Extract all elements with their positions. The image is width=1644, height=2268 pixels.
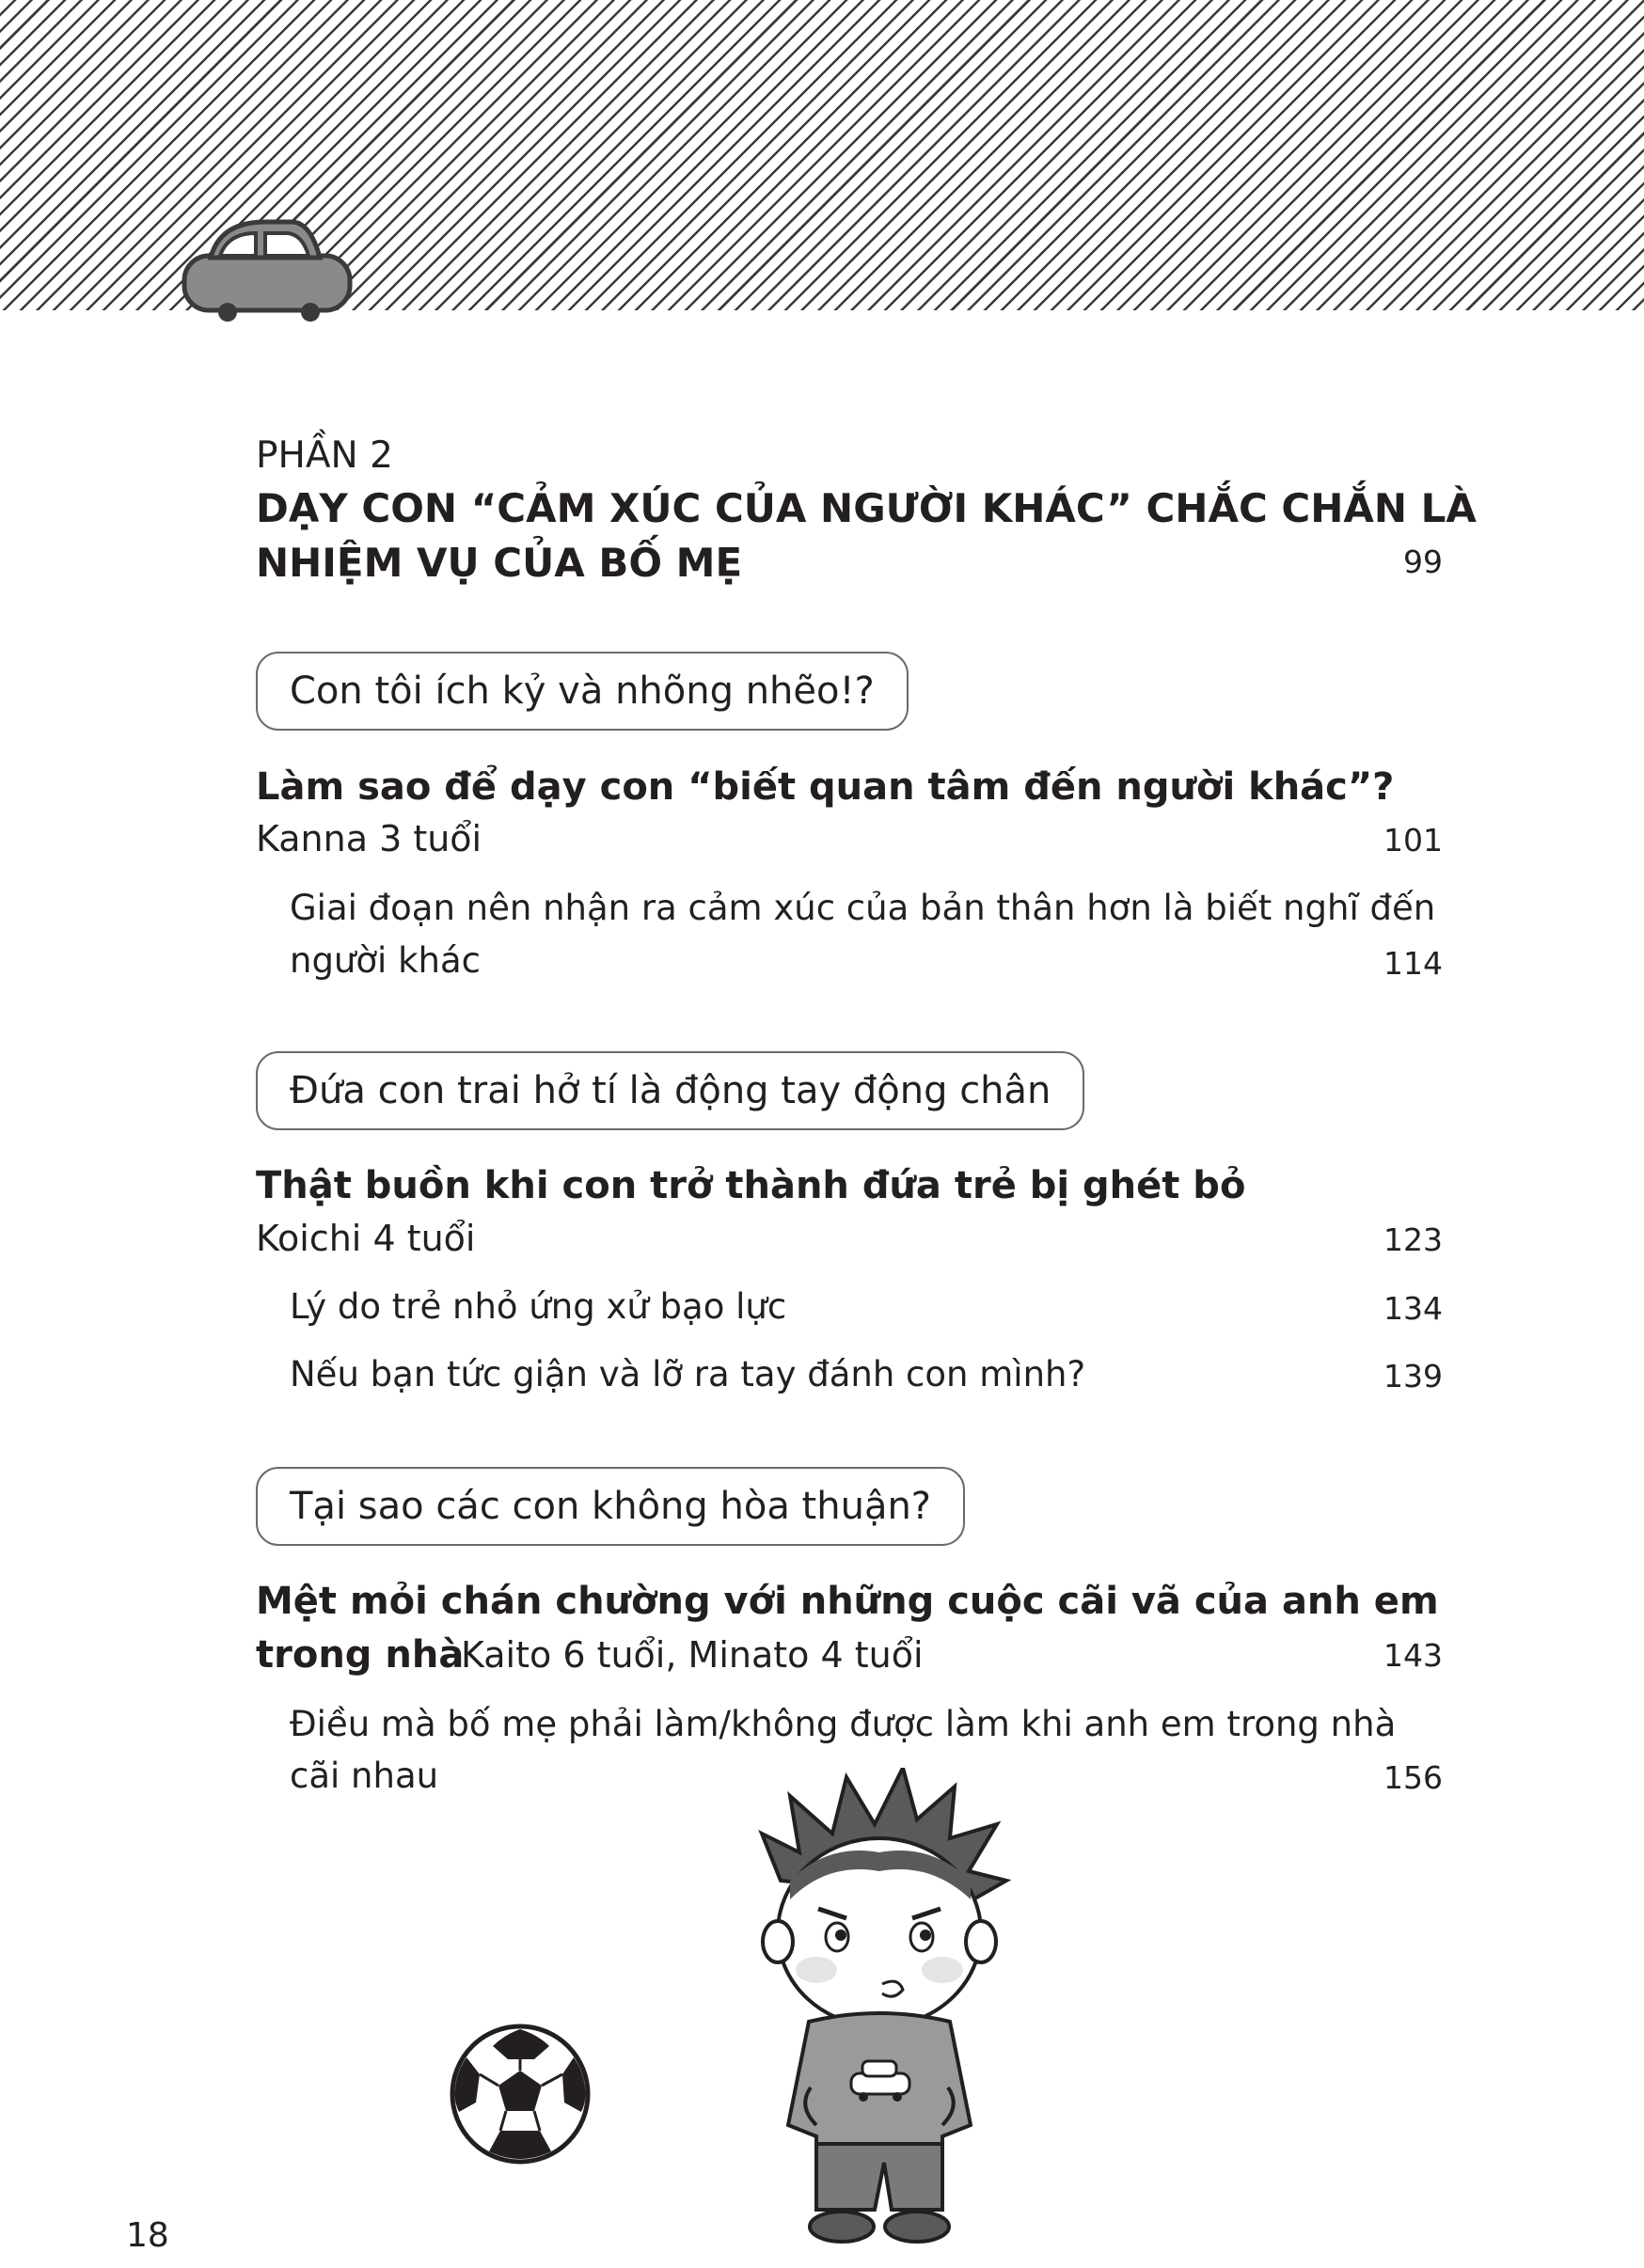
part-title-line-1: DẠY CON “CẢM XÚC CỦA NGƯỜI KHÁC” CHẮC CHẮN LÀ	[256, 485, 1477, 531]
story-title: Mệt mỏi chán chường với những cuộc cãi vã của anh em	[256, 1580, 1439, 1623]
toc-entry-page-number: 114	[1383, 945, 1443, 982]
part-title-line-2: NHIỆM VỤ CỦA BỐ MẸ	[256, 540, 743, 586]
toc-entry: Lý do trẻ nhỏ ứng xử bạo lực	[290, 1286, 787, 1327]
car-icon	[179, 214, 357, 337]
toc-entry-line-2: cãi nhau	[290, 1756, 439, 1796]
part-page-number: 99	[1403, 543, 1443, 580]
story-subtitle: Koichi 4 tuổi	[256, 1218, 476, 1259]
toc-entry-page-number: 139	[1383, 1358, 1443, 1394]
toc-entry-page-number: 156	[1383, 1759, 1443, 1796]
story-title: Làm sao để dạy con “biết quan tâm đến người khác”?	[256, 765, 1395, 809]
part-label: PHẦN 2	[256, 434, 393, 477]
story-page-number: 123	[1383, 1221, 1443, 1258]
toc-entry-line-1: Điều mà bố mẹ phải làm/không được làm khi anh em trong nhà	[290, 1704, 1397, 1744]
soccer-ball-icon	[448, 2022, 593, 2166]
topic-box: Con tôi ích kỷ và nhõng nhẽo!?	[256, 652, 909, 731]
toc-entry-line-1: Giai đoạn nên nhận ra cảm xúc của bản thân hơn là biết nghĩ đến	[290, 888, 1436, 928]
topic-box: Đứa con trai hở tí là động tay động chân	[256, 1051, 1084, 1130]
toc-entry-line-2: người khác	[290, 940, 481, 981]
story-title: Thật buồn khi con trở thành đứa trẻ bị ghét bỏ	[256, 1164, 1246, 1207]
toc-entry: Nếu bạn tức giận và lỡ ra tay đánh con mình?	[290, 1354, 1086, 1394]
boy-illustration	[724, 1768, 1035, 2257]
topic-box: Tại sao các con không hòa thuận?	[256, 1467, 965, 1546]
story-subtitle: Kanna 3 tuổi	[256, 818, 482, 859]
story-title-line-2: trong nhà	[256, 1633, 465, 1677]
toc-entry-page-number: 134	[1383, 1290, 1443, 1327]
story-page-number: 143	[1383, 1637, 1443, 1674]
page-number: 18	[126, 2216, 169, 2255]
story-subtitle: Kaito 6 tuổi, Minato 4 tuổi	[461, 1634, 924, 1676]
story-page-number: 101	[1383, 822, 1443, 858]
